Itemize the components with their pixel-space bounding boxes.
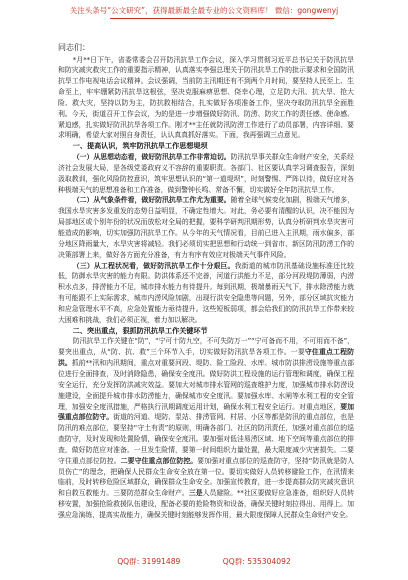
key-2-lead: 要加强重点部位防守。	[58, 402, 354, 422]
subsection-2-lead: （二）从气象条件看，做好防汛抗旱工作尤为重要。	[72, 196, 231, 205]
subsection-2	[58, 195, 354, 260]
subsection-2-body: 随着全球气候变化加剧，极端天气增多，我国水旱灾害多发重发的态势日益明显，不确定性增大。对此，务必要有清醒的认识，决不能因为局部地区或个别年份的状况而放松对全局的把握，要科学研判汛期形势，认真分析研判水旱灾害可能造成的影响，切实加强防汛抗旱工作。从今年的天气情况看，目前已进入主汛期，雨水偏多，部分地区降雨量大，水旱灾害将减轻。我们必须切实把思想和行动统一到省市、新区防汛防涝工作的决策部署上来，做好各方面充分准备，有力有序有效应对极端天气事件风险。	[58, 196, 354, 259]
subsection-3-lead: （三）从工程状况看，做好防汛抗旱工作十分艰巨。	[72, 261, 235, 270]
section-heading-2: 二、突出重点，狠抓防汛抗旱工作关键环节	[72, 325, 208, 335]
subsection-1	[58, 152, 354, 195]
footer-qq-2: QQ群: 535304092	[222, 557, 291, 566]
key-1-lead: 守住重点工程防洪。	[58, 348, 354, 368]
key-3-lead: 二要守住重点部位防控。	[120, 456, 198, 465]
key-4-lead: 三是	[188, 489, 203, 498]
paragraph-intro-text: *月**日下午，省委常委会召开防汛抗旱工作会议，深入学习贯彻习近平总书记关于防汛抗旱和防灾减灾救灾工作的重要指示精神，认真落实李强总理关于防汛抗旱工作的批示要求和全国防汛抗旱工作电视电话会议精神。会议强调，当前防主汛期还有不到两个月时间，要坚持人民至上、生命至上，牢牢绷紧防汛抗旱这根弦，坚决克服麻痹思想、侥幸心理，立足防大汛、抗大旱、抢大险、救大灾，坚持以防为主，防抗救相结合，扎实做好各项准备工作，坚决夺取防汛抗旱全面胜利。今天，街道召开工作会议，为的是进一步增强做好防汛、防涝、防灾工作的责任感、使命感、紧迫感，扎实做好防汛抗旱各项工作。刚才*	[58, 55, 354, 129]
header-banner: 关注头条号“公文研究”，获得最新最全最专业的公文资料库！ 微信：gongwenyj	[69, 6, 339, 15]
greeting: 同志们：	[58, 43, 90, 52]
key-2-body: 街道的河道、堤防、泵站、排涝管网、村居、小区等都是防汛的重点部位，也是防汛的难点部位，要坚持“守土有责”的原则，明确各部门、社区的防汛责任，加强对重点部位的巡查防守，及时发现和处置险情，确保安全度汛。要加强对低洼易涝区域、地下空间等重点部位的排查，做好防范应对准备。一旦发生险情，要第一时间组织力量处置，最大限度减少灾害损失。二要守住重点部位防控。	[58, 413, 354, 465]
subsection-3-body: 我街道的城市防汛基础设施标准还比较低，防御水旱灾害的能力有限。防洪体系还不完善，河道行洪能力不足，部分河段堤防薄弱，内涝积水点多，排涝能力不足，城市排水能力有待提升。每到汛期，极端暴雨天气下，排水除涝能力就有可能跟不上实际需求，城市内涝风险加剧，出现行洪安全隐患等问题，另外，部分区域抗灾能力和应急管理水平不高，应急处置能力亟待提升。这些短板弱项，都会给我们的防汛抗旱工作带来较大困难和挑战，我们必须正视，着力加以解决。	[58, 261, 354, 324]
subsection-3	[58, 261, 354, 326]
paragraph-intro	[58, 55, 354, 142]
key-3-body: 要加强对重点部位的巡查防守，坚持“防汛就是防人员伤亡”的理念，把确保人民群众生命安全放在第一位。要切实做好人员转移避险工作，在汛情来临前，及时转移危险区域群众，确保群众生命安全。加强宣传教育，进一步提高群众防灾减灾意识和自救互救能力。三要防范群众生命财产。	[58, 456, 354, 498]
key-1-body: 抓前**汛和内汛期间，重点对重要河段、堤防、险工险段、水库、城市防洪排涝设施等重点部位进行全面排查，及时消除隐患，确保安全度汛。做好防洪工程设施的运行管理和调度，确保工程安全运行，充分发挥防洪减灾效益。要加大对城市排水管网的巡查维护力度，加强城市排水防涝设施建设，全面提升城市排水防涝能力，确保城市安全度汛。要加强水库、水闸等水利工程的安全管理，加强安全度汛措施，严格执行汛期调度运用计划，确保水利工程安全运行。对重点地区，	[58, 359, 354, 411]
subsection-1-body: 防汛抗旱事关群众生命财产安全，关系经济社会发展大局，是各级党委政府义不容辞的重要职责。各部门、社区要认真学习调查报告，深刻汲取教训，强化风险防控意识，筑牢思想认识的“第一道堤坝”，时刻警惕、严阵以待，做好应对各种极端天气的思想准备和工作准备，做到警钟长鸣、常备不懈，切实做好全年防汛抗旱工作。	[58, 153, 354, 194]
paragraph-key-points	[58, 336, 354, 520]
paragraph-intro-tail: *主任就防汛防涝工作进行了动员部署，内容详细、要求明确，希望大家对照自身责任，认认真真抓好落实。下面，我再强调三点意见。	[58, 120, 354, 140]
subsection-1-lead: （一）从思想动态看，做好防汛抗旱工作非常迫切。	[72, 153, 231, 162]
banner-underline	[110, 18, 334, 19]
key-intro: 防汛抗旱工作关键在“防”，“宁可十防九空，不可失防万一”“宁可备而不用，不可用而不备”，要突出重点，从“防、抗、救”三个环节入手，切实做好防汛抗旱各项工作。一要	[58, 337, 354, 357]
section-heading-1: 一、提高认识，筑牢防汛抗旱工作思想堤坝	[72, 141, 208, 151]
footer-contact	[0, 556, 408, 567]
key-4-body: 人员避险。**社区要做好应急准备，组织好人员转移安置，加强抢险救援队伍建设，配备必要的抢险物资和设备，确保关键时刻拉得出、用得上。加强应急演练，提高实战能力，确保关键时刻能够发挥作用，最大限度保障人民群众生命财产安全。	[58, 489, 354, 519]
document-body	[58, 42, 354, 521]
footer-qq-1: QQ群: 31991489	[117, 557, 181, 566]
